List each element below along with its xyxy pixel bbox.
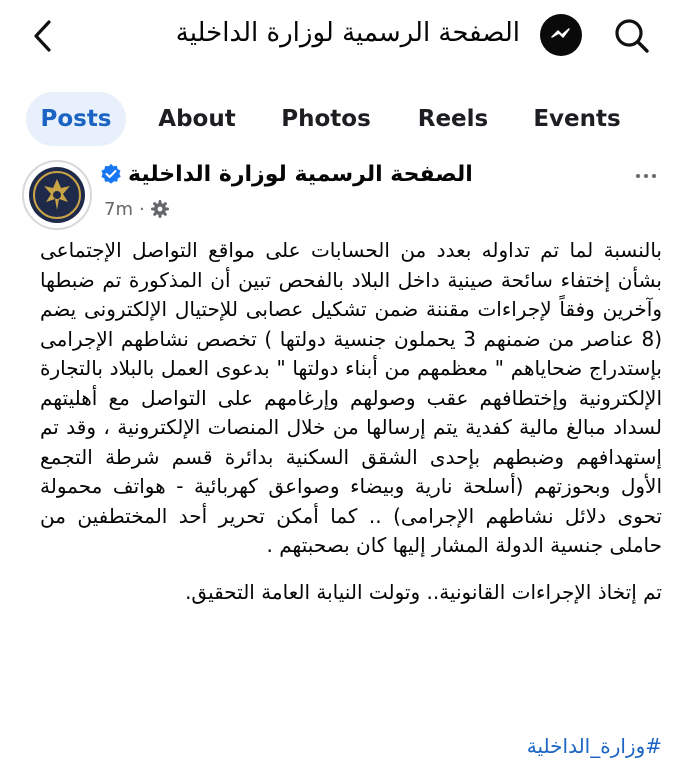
dot-icon <box>644 174 648 178</box>
tab-events[interactable]: Events <box>533 106 621 132</box>
dot-icon <box>636 174 640 178</box>
meta-separator: · <box>139 198 145 220</box>
verified-badge-icon <box>100 163 122 189</box>
page-tabs <box>0 92 675 146</box>
chevron-left-icon <box>31 19 53 53</box>
post-meta <box>104 198 169 220</box>
post-closing-paragraph: تم إتخاذ الإجراءات القانونية.. وتولت النيابة العامة التحقيق. <box>185 579 662 604</box>
more-options-button[interactable] <box>626 166 666 186</box>
tab-about[interactable]: About <box>158 106 236 132</box>
gear-icon <box>151 200 169 218</box>
post-author-name[interactable]: الصفحة الرسمية لوزارة الداخلية <box>128 162 473 187</box>
post-author-row <box>100 162 480 194</box>
post-body-paragraph: بالنسبة لما تم تداوله بعدد من الحسابات على مواقع التواصل الإجتماعى بشأن إختفاء سائحة صينية داخل البلاد بالفحص تبين أن المذكورة تم ضبطها وآخرين وفقاً لإجراءات مقننة ضمن تشكيل عصابى للإحتيال الإلكترونى يضم (8 عناصر من ضمنهم 3 يحملون جنسية دولتها ) تخصص نشاطهم الإجرامى بإستدراج ضحاياهم " معظمهم من أبناء دولتها " بدعوى العمل بالبلاد بالتجارة الإلكترونية وإختطافهم عقب وصولهم وإرغامهم على التواصل مع أهليتهم لسداد مبالغ مالية كفدية يتم إرسالها من خلال المنصات الإلكترونية ، وقد تم إستهدافهم وضبطهم بإحدى الشقق السكنية بدائرة قسم شرطة التجمع الأول وبحوزتهم (أسلحة نارية وبيضاء وصواعق كهربائية - هواتف محمولة تحوى دلائل نشاطهم الإجرامى) .. كما أمكن تحرير أحد المختطفين من حاملى جنسية الدولة المشار إليها كان بصحبتهم . <box>40 238 662 557</box>
ministry-emblem-icon <box>28 166 86 224</box>
top-bar <box>0 0 675 70</box>
post-text <box>40 236 662 607</box>
avatar[interactable] <box>22 160 92 230</box>
messenger-button[interactable] <box>540 14 582 56</box>
post-time[interactable]: 7m <box>104 198 133 220</box>
search-button[interactable] <box>610 14 654 58</box>
search-icon <box>613 17 651 55</box>
back-button[interactable] <box>22 16 62 56</box>
dot-icon <box>652 174 656 178</box>
tab-photos[interactable]: Photos <box>281 106 371 132</box>
page-title: الصفحة الرسمية لوزارة الداخلية <box>175 18 520 48</box>
tab-reels[interactable]: Reels <box>417 106 489 132</box>
tab-posts[interactable]: Posts <box>26 92 126 146</box>
hashtag-link[interactable]: #وزارة_الداخلية <box>526 734 662 758</box>
messenger-icon <box>548 22 574 48</box>
